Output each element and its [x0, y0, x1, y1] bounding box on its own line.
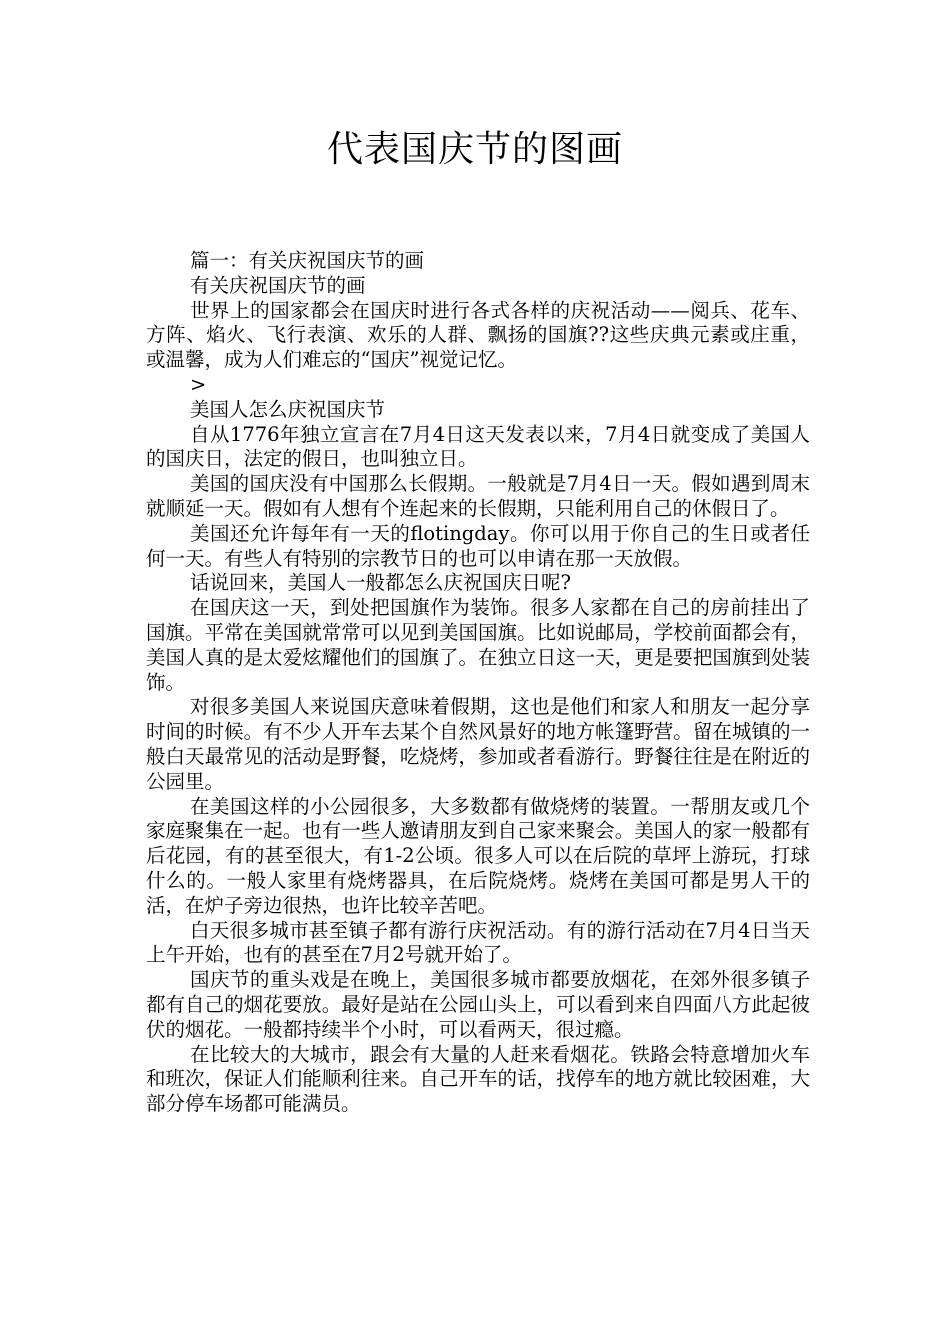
- paragraph: 世界上的国家都会在国庆时进行各式各样的庆祝活动——阅兵、花车、方阵、焰火、飞行表演、欢乐的人群、飘扬的国旗??这些庆典元素或庄重，或温馨，成为人们难忘的“国庆”视觉记忆。: [146, 298, 810, 372]
- paragraph: >: [190, 372, 207, 396]
- paragraph: 白天很多城市甚至镇子都有游行庆祝活动。有的游行活动在7月4日当天上午开始，也有的甚至在7月2号就开始了。: [146, 918, 810, 967]
- paragraph: 国庆节的重头戏是在晚上，美国很多城市都要放烟花，在郊外很多镇子都有自己的烟花要放。最好是站在公园山头上，可以看到来自四面八方此起彼伏的烟花。一般都持续半个小时，可以看两天，很过瘾。: [146, 968, 810, 1041]
- paragraph: 在比较大的大城市，跟会有大量的人赶来看烟花。铁路会特意增加火车和班次，保证人们能顺利往来。自己开车的话，找停车的地方就比较困难，大部分停车场都可能满员。: [146, 1042, 810, 1116]
- document-title: 代表国庆节的图画: [326, 129, 623, 170]
- paragraph: 篇一：有关庆祝国庆节的画: [190, 249, 425, 272]
- paragraph: 美国人怎么庆祝国庆节: [190, 397, 386, 421]
- paragraph: 在国庆这一天，到处把国旗作为装饰。很多人家都在自己的房前挂出了国旗。平常在美国就常常可以见到美国国旗。比如说邮局，学校前面都会有，美国人真的是太爱炫耀他们的国旗了。在独立日这一天，更是要把国旗到处装饰。: [146, 596, 810, 694]
- document-body: [146, 249, 810, 1117]
- paragraph: 在美国这样的小公园很多，大多数都有做烧烤的装置。一帮朋友或几个家庭聚集在一起。也有一些人邀请朋友到自己家来聚会。美国人的家一般都有后花园，有的甚至很大，有1-2公顷。很多人可以在后院的草坪上游玩，打球什么的。一般人家里有烧烤器具，在后院烧烤。烧烤在美国可都是男人干的活，在炉子旁边很热，也许比较辛苦吧。: [146, 794, 810, 917]
- paragraph: 自从1776年独立宣言在7月4日这天发表以来，7月4日就变成了美国人的国庆日，法定的假日，也叫独立日。: [146, 422, 810, 471]
- paragraph: 美国还允许每年有一天的flotingday。你可以用于你自己的生日或者任何一天。有些人有特别的宗教节日的也可以申请在那一天放假。: [146, 521, 810, 570]
- paragraph: 对很多美国人来说国庆意味着假期，这也是他们和家人和朋友一起分享时间的时候。有不少人开车去某个自然风景好的地方帐篷野营。留在城镇的一般白天最常见的活动是野餐，吃烧烤，参加或者看游行。野餐往往是在附近的公园里。: [146, 695, 810, 793]
- paragraph: 有关庆祝国庆节的画: [190, 273, 366, 297]
- paragraph: 美国的国庆没有中国那么长假期。一般就是7月4日一天。假如遇到周末就顺延一天。假如有人想有个连起来的长假期，只能利用自己的休假日了。: [146, 472, 810, 520]
- paragraph: 话说回来，美国人一般都怎么庆祝国庆日呢?: [190, 571, 571, 595]
